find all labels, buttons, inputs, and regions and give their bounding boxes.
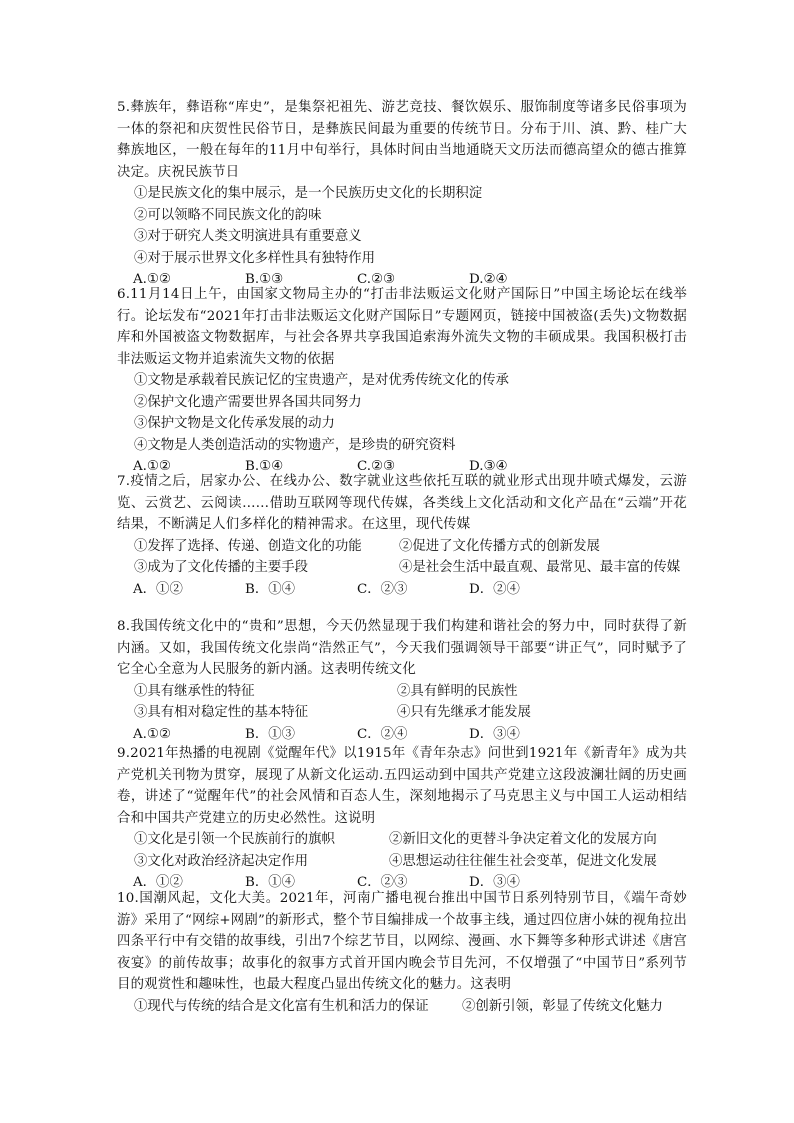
option-3: ③对于研究人类文明演进具有重要意义 bbox=[134, 229, 362, 244]
answer-c[interactable]: C.②③ bbox=[357, 459, 396, 474]
answer-a[interactable]: A．①② bbox=[133, 581, 183, 597]
option-row-1 bbox=[117, 681, 687, 703]
answer-a[interactable]: A.①② bbox=[133, 459, 171, 474]
answer-choices bbox=[117, 724, 687, 746]
answer-b[interactable]: B．①④ bbox=[245, 875, 296, 890]
question-5 bbox=[117, 97, 687, 291]
question-7 bbox=[117, 471, 687, 600]
question-8 bbox=[117, 616, 687, 745]
answer-d[interactable]: D．②④ bbox=[469, 581, 520, 597]
question-stem: 10.国潮风起，文化大美。2021年，河南广播电视台推出中国节日系列特别节目，《端午奇妙游》采用了“网综+网剧”的新形式，整个节目编排成一个故事主线，通过四位唐小妹的视角拉出四条平行中有交错的故事线，引出7个综艺节目，以网综、漫画、水下舞等多种形式讲述《唐宫夜宴》的前传故事；故事化的叙事方式首开国内晚会节目先河，不仅增强了“中国节日”系列节目的观赏性和趣味性，也最大程度凸显出传统文化的魅力。这表明 bbox=[117, 891, 687, 992]
option-4: ④对于展示世界文化多样性具有独特作用 bbox=[134, 250, 376, 266]
question-stem: 5.彝族年，彝语称“库史”，是集祭祀祖先、游艺竞技、餐饮娱乐、服饰制度等诸多民俗事项为一体的祭祀和庆贺性民俗节日，是彝族民间最为重要的传统节日。分布于川、滇、黔、桂广大彝族地区，一般在每年的11月中旬举行，具体时间由当地通晓天文历法而德高望众的德古推算决定。庆祝民族节日 bbox=[117, 100, 687, 180]
option-2: ②保护文化遗产需要世界各国共同努力 bbox=[134, 394, 362, 410]
option-3: ③保护文物是文化传承发展的动力 bbox=[134, 416, 335, 431]
option-row-2 bbox=[117, 851, 687, 873]
option-2: ②可以领略不同民族文化的韵味 bbox=[134, 207, 322, 223]
question-9 bbox=[117, 743, 687, 894]
option-4: ④是社会生活中最直观、最常见、最丰富的传媒 bbox=[399, 560, 681, 575]
answer-d[interactable]: D．③④ bbox=[469, 726, 520, 742]
question-10 bbox=[117, 888, 687, 1017]
answer-b[interactable]: B．①④ bbox=[245, 581, 296, 597]
answer-c[interactable]: C．②③ bbox=[357, 875, 408, 890]
answer-c[interactable]: C．②③ bbox=[357, 581, 408, 597]
option-1: ①文化是引领一个民族前行的旗帜 bbox=[134, 832, 335, 847]
option-2: ②促进了文化传播方式的创新发展 bbox=[399, 538, 600, 554]
option-1: ①文物是承载着民族记忆的宝贵遗产，是对优秀传统文化的传承 bbox=[134, 373, 509, 388]
option-1: ①是民族文化的集中展示，是一个民族历史文化的长期积淀 bbox=[134, 186, 483, 201]
answer-c[interactable]: C．②④ bbox=[357, 726, 408, 742]
question-6 bbox=[117, 284, 687, 478]
option-4: ④文物是人类创造活动的实物遗产，是珍贵的研究资料 bbox=[134, 437, 456, 453]
answer-a[interactable]: A．①② bbox=[133, 875, 183, 890]
answer-b[interactable]: B.①④ bbox=[245, 459, 284, 474]
option-row-2 bbox=[117, 557, 687, 579]
question-stem: 8.我国传统文化中的“贵和”思想，今天仍然显现于我们构建和谐社会的努力中，同时获得了新内涵。又如，我国传统文化崇尚“浩然正气”，今天我们强调领导干部要“讲正气”，同时赋予了它全心全意为人民服务的新内涵。这表明传统文化 bbox=[117, 619, 687, 677]
question-stem: 6.11月14日上午，由国家文物局主办的“打击非法贩运文化财产国际日”中国主场论坛在线举行。论坛发布“2021年打击非法贩运文化财产国际日”专题网页，链接中国被盗(丢失)文物数据库和外国被盗文物数据库，与社会各界共享我国追索海外流失文物的丰硕成果。我国积极打击非法贩运文物并追索流失文物的依据 bbox=[117, 287, 687, 367]
answer-choices bbox=[117, 579, 687, 601]
answer-a[interactable]: A.①② bbox=[133, 272, 171, 287]
option-1: ①具有继承性的特征 bbox=[134, 683, 255, 699]
option-3: ③文化对政治经济起决定作用 bbox=[134, 853, 309, 869]
option-2: ②具有鲜明的民族性 bbox=[397, 683, 518, 699]
option-4: ④只有先继承才能发展 bbox=[397, 705, 531, 720]
answer-d[interactable]: D．③④ bbox=[469, 875, 520, 890]
answer-b[interactable]: B.①③ bbox=[245, 272, 284, 287]
option-2: ②新旧文化的更替斗争决定着文化的发展方向 bbox=[389, 832, 657, 847]
question-stem: 7.疫情之后，居家办公、在线办公、数字就业这些依托互联的就业形式出现井喷式爆发，云游览、云赏艺、云阅读……借助互联网等现代传媒，各类线上文化活动和文化产品在“云端”开花结果，不断满足人们多样化的精神需求。在这里，现代传媒 bbox=[117, 474, 687, 532]
question-stem: 9.2021年热播的电视剧《觉醒年代》以1915年《青年杂志》问世到1921年《新青年》成为共产党机关刊物为贯穿，展现了从新文化运动.五四运动到中国共产党建立这段波澜壮阔的历史画卷，讲述了“觉醒年代”的社会风情和百态人生，深刻地揭示了马克思主义与中国工人运动相结合和中国共产党建立的历史必然性。这说明 bbox=[117, 746, 687, 826]
option-3: ③成为了文化传播的主要手段 bbox=[134, 560, 309, 575]
answer-d[interactable]: D.②④ bbox=[469, 272, 508, 287]
option-1: ①发挥了选择、传递、创造文化的功能 bbox=[134, 538, 362, 554]
option-row-1 bbox=[117, 536, 687, 558]
option-row-1 bbox=[117, 996, 687, 1018]
option-1: ①现代与传统的结合是文化富有生机和活力的保证 bbox=[134, 998, 429, 1014]
answer-a[interactable]: A.①② bbox=[133, 726, 171, 742]
option-row-2 bbox=[117, 702, 687, 724]
answer-d[interactable]: D.③④ bbox=[469, 459, 508, 474]
option-row-1 bbox=[117, 829, 687, 851]
option-3: ③具有相对稳定性的基本特征 bbox=[134, 705, 309, 720]
answer-c[interactable]: C.②③ bbox=[357, 272, 396, 287]
option-4: ④思想运动往往催生社会变革，促进文化发展 bbox=[389, 853, 657, 869]
answer-b[interactable]: B．①③ bbox=[245, 726, 296, 742]
option-2: ②创新引领，彰显了传统文化魅力 bbox=[462, 998, 663, 1014]
